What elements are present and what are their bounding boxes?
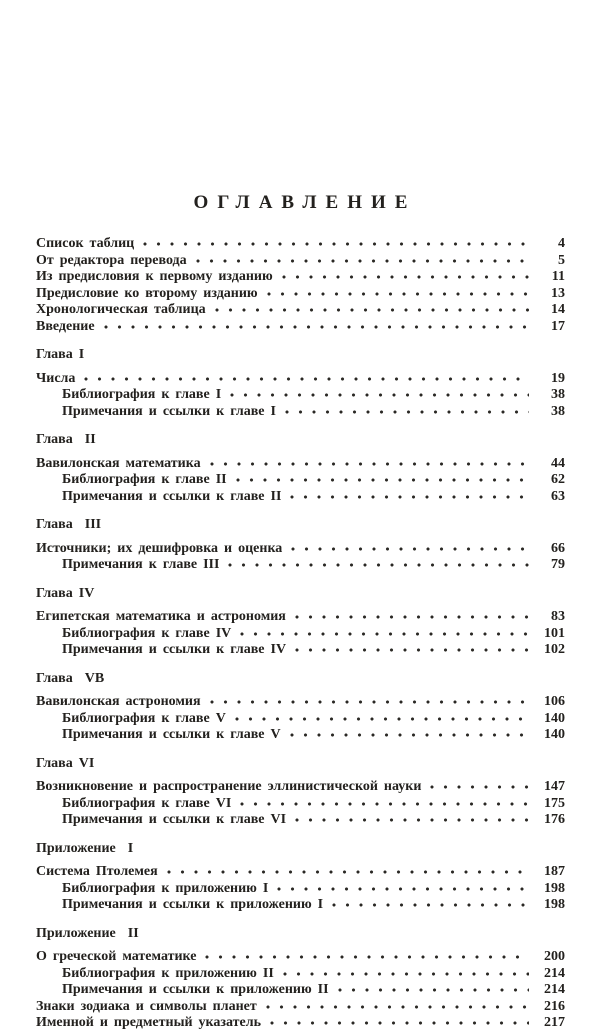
toc-entry-label: От редактора перевода: [36, 252, 187, 268]
toc-section-heading: Глава VI: [36, 755, 95, 771]
toc-entry-page: 175: [544, 795, 565, 811]
toc-entry-page: 147: [544, 779, 565, 794]
toc-entry: [36, 1014, 565, 1031]
page-title: ОГЛАВЛЕНИЕ: [193, 192, 417, 213]
toc-entry: [36, 965, 565, 982]
dot-leader: [233, 710, 529, 722]
toc-entry-label: Примечания и ссылки к приложению II: [62, 982, 329, 997]
toc-entry: [36, 795, 565, 812]
toc-entry: [36, 285, 565, 302]
dot-leader: [234, 471, 529, 483]
dot-leader: [228, 386, 529, 398]
dot-leader: [275, 880, 529, 892]
toc-entry-page: 176: [544, 812, 565, 827]
dot-leader: [268, 1014, 529, 1026]
dot-leader: [264, 998, 529, 1010]
toc-entry: [36, 455, 565, 472]
toc-entry: [36, 981, 565, 998]
toc-entry: [36, 318, 565, 335]
toc-entry-label: Библиография к главе VI: [62, 795, 232, 811]
toc-entry-label: Библиография к главе V: [62, 710, 226, 726]
toc-entry-label: Именной и предметный указатель: [36, 1015, 262, 1030]
dot-leader: [330, 896, 529, 908]
toc-entry-page: 140: [544, 710, 565, 726]
toc-entry: [36, 811, 565, 828]
toc-entry: [36, 370, 565, 387]
toc-entry-page: 17: [551, 318, 565, 334]
toc-entry-label: Из предисловия к первому изданию: [36, 269, 273, 284]
toc-entry-page: 198: [544, 880, 565, 896]
toc-entry: [36, 488, 565, 505]
toc-entry-page: 214: [544, 965, 565, 981]
toc-entry-label: Вавилонская математика: [36, 455, 201, 471]
toc-entry: [36, 863, 565, 880]
toc-entry-page: 38: [551, 387, 565, 402]
dot-leader: [102, 318, 529, 330]
dot-leader: [289, 540, 529, 552]
toc-entry-page: 187: [544, 864, 565, 879]
dot-leader: [288, 488, 529, 500]
toc-entry-page: 19: [551, 370, 565, 386]
toc-entry-page: 79: [551, 557, 565, 572]
toc-entry-label: Библиография к главе IV: [62, 625, 232, 641]
toc-entry: [36, 998, 565, 1015]
toc-entry-page: 44: [551, 455, 565, 471]
toc-entry-label: Библиография к приложению II: [62, 965, 274, 981]
toc-entry: [36, 301, 565, 318]
toc-entry-page: 200: [544, 949, 565, 964]
dot-leader: [283, 403, 529, 415]
toc-entry-page: 13: [551, 285, 565, 301]
toc-entry: [36, 403, 565, 420]
toc-entry-label: Библиография к главе I: [62, 387, 222, 402]
toc-entry-label: Примечания и ссылки к главе II: [62, 488, 282, 504]
dot-leader: [265, 285, 529, 297]
toc-entry: [36, 608, 565, 625]
toc-entry-label: Примечания и ссылки к главе VI: [62, 812, 287, 827]
dot-leader: [82, 370, 529, 382]
toc-entry: [36, 693, 565, 710]
toc-section-heading: Глава III: [36, 517, 102, 532]
toc-entry-label: Числа: [36, 370, 76, 386]
dot-leader: [428, 778, 529, 790]
toc-entry: [36, 471, 565, 488]
toc-entry: [36, 268, 565, 285]
toc-section-heading: Глава II: [36, 432, 96, 447]
toc-entry-label: Библиография к главе II: [62, 472, 227, 487]
toc-entry-label: Система Птолемея: [36, 864, 158, 879]
toc-section-heading: Глава I: [36, 347, 85, 362]
toc-entry-label: Библиография к приложению I: [62, 880, 269, 896]
toc-entry-page: 62: [551, 472, 565, 487]
toc-entry-page: 38: [551, 403, 565, 419]
toc-entry-label: Вавилонская астрономия: [36, 694, 201, 709]
toc-entry-page: 66: [551, 540, 565, 556]
toc-entry-label: Примечания и ссылки к приложению I: [62, 897, 324, 912]
dot-leader: [141, 235, 529, 247]
dot-leader: [165, 863, 529, 875]
dot-leader: [238, 625, 529, 637]
dot-leader: [293, 608, 529, 620]
toc-entry-label: О греческой математике: [36, 949, 197, 964]
toc-entry-page: 216: [544, 998, 565, 1014]
dot-leader: [238, 795, 529, 807]
dot-leader: [281, 965, 529, 977]
toc-entry: [36, 540, 565, 557]
toc-entry-label: Примечания к главе III: [62, 557, 220, 572]
toc-entry-page: 11: [551, 269, 565, 284]
toc-entry-page: 106: [544, 694, 565, 709]
toc-entry-label: Введение: [36, 318, 95, 334]
toc-entry: [36, 556, 565, 573]
dot-leader: [288, 726, 529, 738]
toc-entry-label: Хронологическая таблица: [36, 302, 206, 317]
toc-entry-page: 140: [544, 727, 565, 742]
toc-entry-label: Список таблиц: [36, 236, 135, 251]
dot-leader: [293, 811, 529, 823]
toc-entry-page: 83: [551, 609, 565, 624]
toc-entry: [36, 641, 565, 658]
dot-leader: [280, 268, 529, 280]
table-of-contents: [36, 235, 565, 1031]
toc-entry-label: Знаки зодиака и символы планет: [36, 998, 257, 1014]
dot-leader: [208, 693, 529, 705]
toc-entry-label: Примечания и ссылки к главе V: [62, 727, 281, 742]
dot-leader: [194, 252, 529, 264]
toc-section-heading: Приложение I: [36, 840, 134, 856]
toc-entry: [36, 235, 565, 252]
toc-entry: [36, 710, 565, 727]
toc-entry: [36, 726, 565, 743]
toc-entry: [36, 948, 565, 965]
toc-entry-label: Примечания и ссылки к главе I: [62, 403, 276, 419]
dot-leader: [226, 556, 529, 568]
dot-leader: [293, 641, 529, 653]
dot-leader: [213, 301, 529, 313]
toc-entry: [36, 252, 565, 269]
toc-section-heading: Глава VB: [36, 670, 105, 686]
dot-leader: [336, 981, 529, 993]
toc-entry-label: Египетская математика и астрономия: [36, 609, 286, 624]
dot-leader: [203, 948, 529, 960]
toc-entry-label: Возникновение и распространение эллинистической науки: [36, 779, 422, 794]
toc-entry-page: 63: [551, 488, 565, 504]
toc-entry: [36, 896, 565, 913]
toc-entry-label: Источники; их дешифровка и оценка: [36, 540, 283, 556]
toc-entry-page: 5: [558, 252, 565, 268]
toc-entry-page: 14: [551, 302, 565, 317]
toc-entry-page: 101: [544, 625, 565, 641]
toc-section-heading: Глава IV: [36, 585, 95, 601]
toc-entry-page: 214: [544, 982, 565, 997]
toc-entry: [36, 386, 565, 403]
toc-entry: [36, 625, 565, 642]
dot-leader: [208, 455, 529, 467]
toc-entry-label: Предисловие ко второму изданию: [36, 285, 258, 301]
toc-entry: [36, 880, 565, 897]
toc-section-heading: Приложение II: [36, 925, 139, 941]
toc-entry-page: 102: [544, 642, 565, 657]
toc-entry-page: 217: [544, 1015, 565, 1030]
toc-entry: [36, 778, 565, 795]
toc-entry-page: 198: [544, 897, 565, 912]
toc-entry-label: Примечания и ссылки к главе IV: [62, 642, 287, 657]
toc-entry-page: 4: [558, 236, 565, 251]
